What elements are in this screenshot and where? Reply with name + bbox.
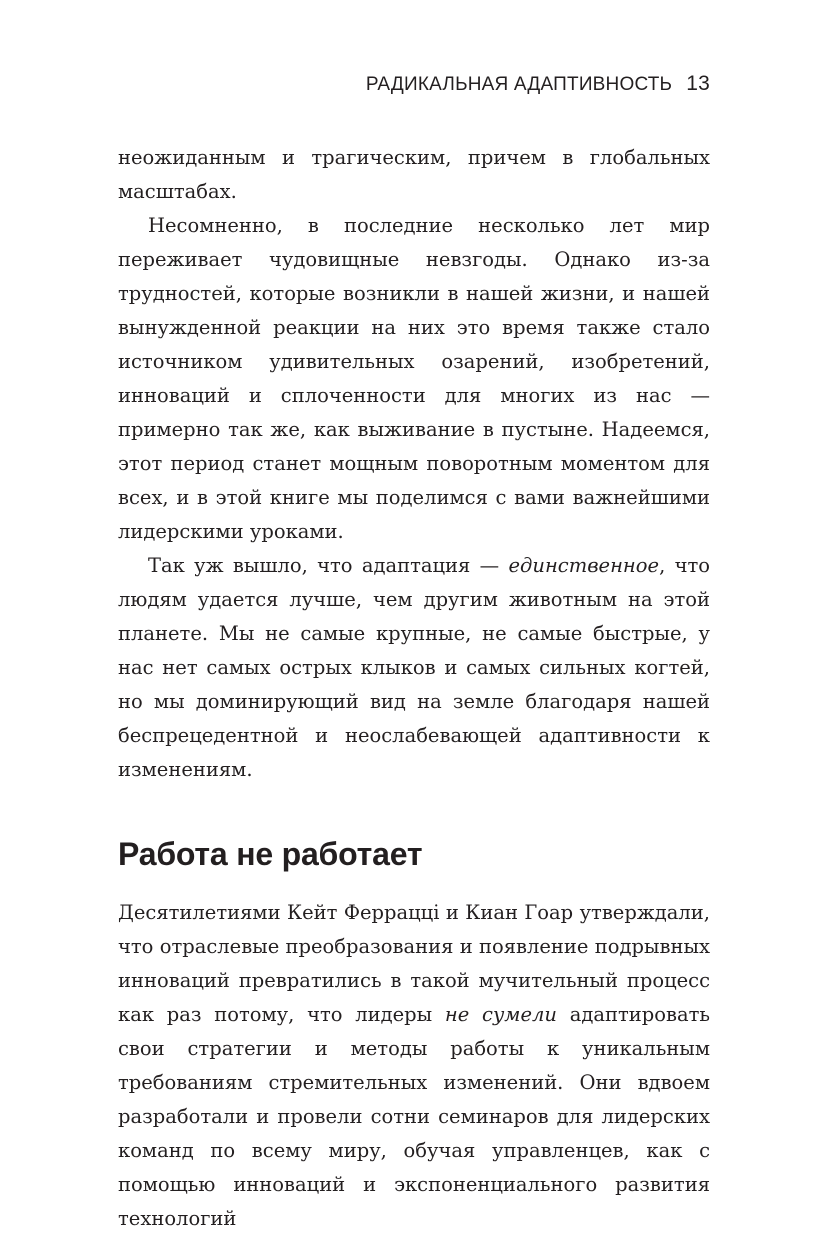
paragraph-2: Несомненно, в последние несколько лет мир переживает чудовищные невзгоды. Однако из-за трудностей, которые возникли в нашей жизни, и нашей вынужденной реакции на них это время также стало источником удивительных озарений, изобретений, инноваций и сплоченности для многих из нас — примерно так же, как выживание в пустыне. Надеемся, этот период станет мощным поворотным моментом для всех, и в этой книге мы поделимся с вами важнейшими лидерскими уроками. — [118, 214, 710, 543]
page-number: 13 — [686, 72, 710, 95]
section-paragraph-start: Десятилетиями Кейт Ферраццi и Киан Гоар утверждали, что отраслевые преобразования и появление подрывных инноваций превратились в такой мучительный процесс как раз потому, что лидеры — [118, 901, 710, 1026]
section-paragraph-emphasis: не сумели — [444, 1003, 557, 1026]
section-heading: Работа не работает — [118, 836, 423, 872]
section-paragraph-end: адаптировать свои стратегии и методы работы к уникальным требованиям стремительных изменений. Они вдвоем разработали и провели сотни семинаров для лидерских команд по всему миру, обучая управленцев, как с помощью инноваций и экспоненциального развития технологий — [118, 1003, 710, 1230]
paragraph-3-emphasis: единственное — [508, 554, 660, 577]
running-title: РАДИКАЛЬНАЯ АДАПТИВНОСТЬ — [365, 74, 673, 95]
book-page — [118, 0, 710, 1230]
paragraph-3-end: , что людям удается лучше, чем другим животным на этой планете. Мы не самые крупные, не самые быстрые, у нас нет самых острых клыков и самых сильных когтей, но мы доминирующий вид на земле благодаря нашей беспрецедентной и неослабевающей адаптивности к изменениям. — [118, 554, 710, 781]
section-paragraph — [118, 896, 710, 1236]
running-header — [366, 72, 710, 96]
body-text — [118, 141, 710, 1236]
paragraph-3-start: Так уж вышло, что адаптация — — [148, 554, 509, 577]
paragraph-3 — [118, 549, 710, 787]
paragraph-1: неожиданным и трагическим, причем в глобальных масштабах. — [118, 146, 710, 203]
